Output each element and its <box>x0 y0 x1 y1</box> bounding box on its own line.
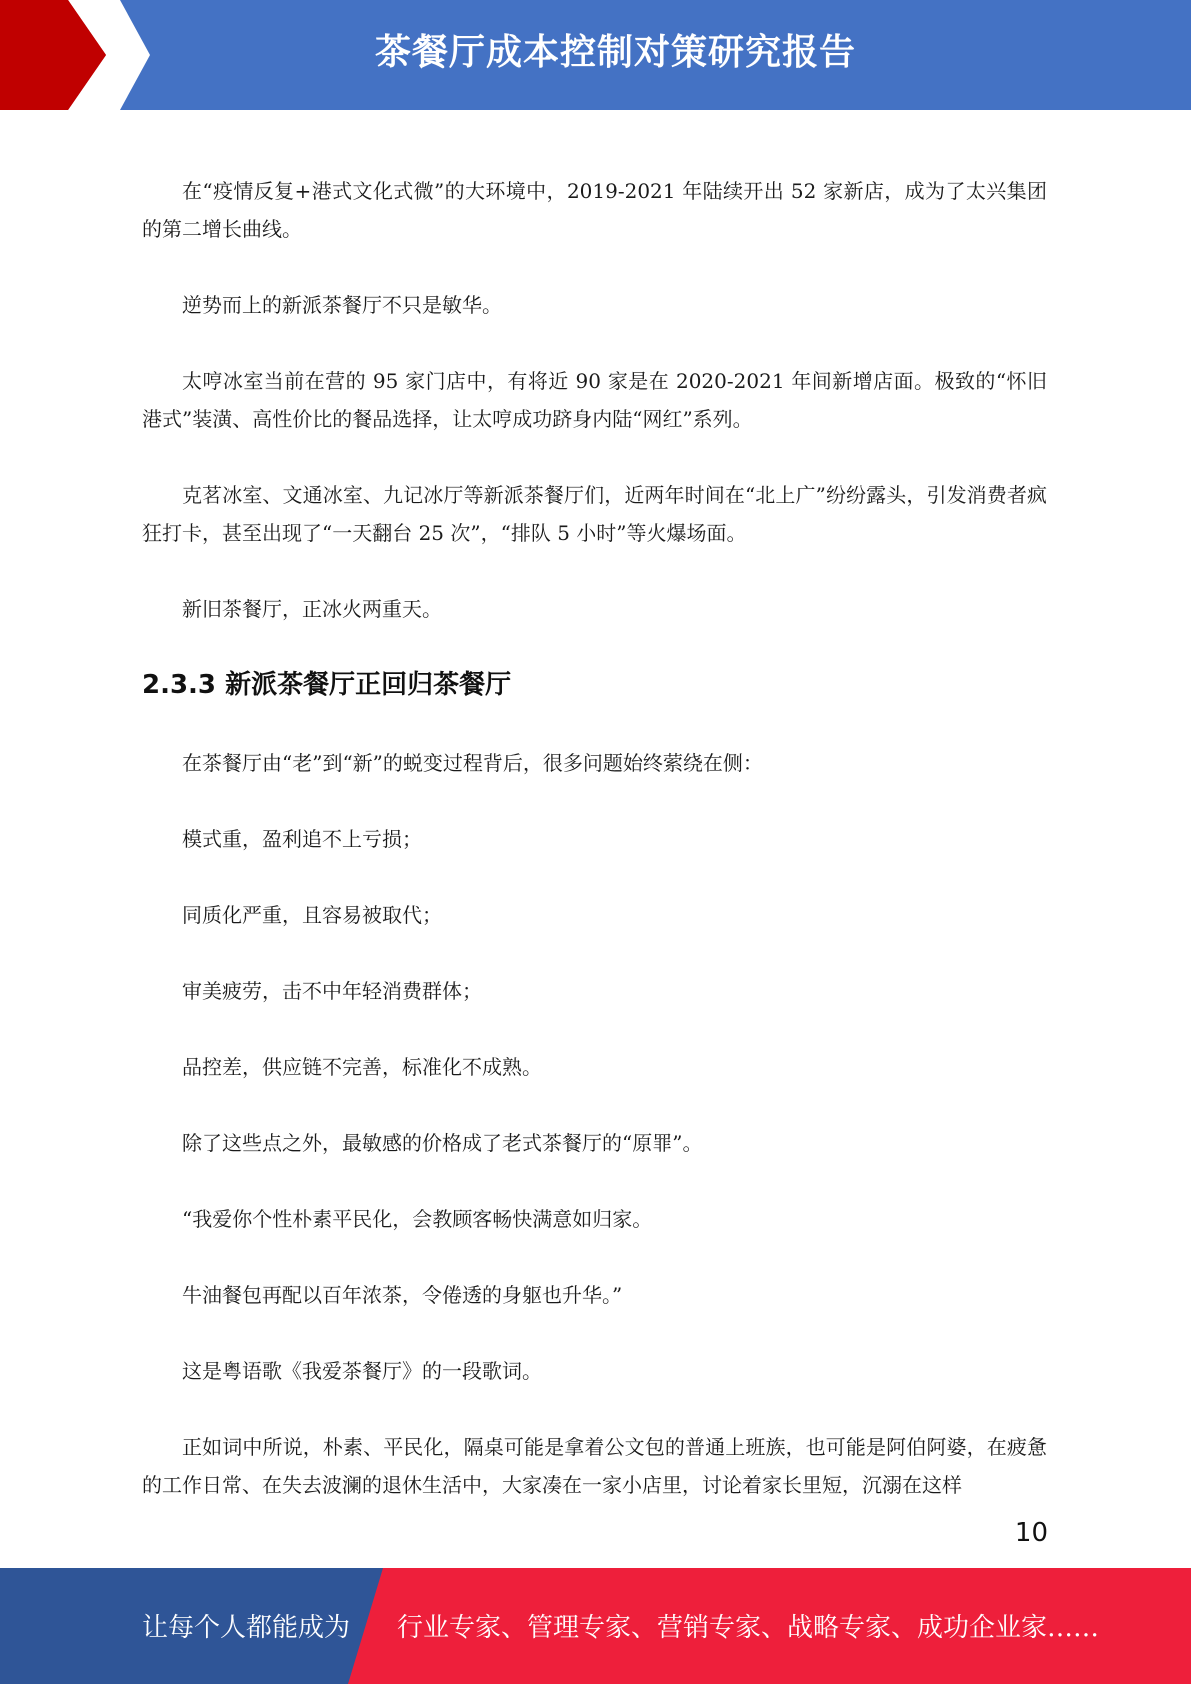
lyric-line: 牛油餐包再配以百年浓茶，令倦透的身躯也升华。” <box>182 1283 623 1307</box>
footer-banner <box>0 1568 1191 1684</box>
footer-slogan-right: 行业专家、管理专家、营销专家、战略专家、成功企业家…… <box>397 1613 1100 1643</box>
list-item: 审美疲劳，击不中年轻消费群体； <box>182 979 482 1003</box>
paragraph: 太哼冰室当前在营的 95 家门店中，有将近 90 家是在 2020-2021 年间新增店面。极致的“怀旧港式”装潢、高性价比的餐品选择，让太哼成功跻身内陆“网红”系列。 <box>142 369 1047 431</box>
page-content <box>142 172 1047 1542</box>
page-number: 10 <box>1014 1518 1048 1548</box>
list-item: 模式重，盈利追不上亏损； <box>182 827 422 851</box>
header-arrow-decoration <box>0 0 160 110</box>
paragraph: 在茶餐厅由“老”到“新”的蜕变过程背后，很多问题始终萦绕在侧： <box>182 751 763 775</box>
lyric-line: “我爱你个性朴素平民化，会教顾客畅快满意如归家。 <box>182 1207 653 1231</box>
paragraph: 克茗冰室、文通冰室、九记冰厅等新派茶餐厅们，近两年时间在“北上广”纷纷露头，引发消费者疯狂打卡，甚至出现了“一天翻台 25 次”，“排队 5 小时”等火爆场面。 <box>142 483 1047 545</box>
paragraph: 正如词中所说，朴素、平民化，隔桌可能是拿着公文包的普通上班族，也可能是阿伯阿婆，在疲惫的工作日常、在失去波澜的退休生活中，大家凑在一家小店里，讨论着家长里短，沉溺在这样 <box>142 1435 1047 1497</box>
footer-slogan-left: 让每个人都能成为 <box>142 1613 351 1643</box>
paragraph: 在“疫情反复+港式文化式微”的大环境中，2019-2021 年陆续开出 52 家新店，成为了太兴集团的第二增长曲线。 <box>142 179 1047 241</box>
header-banner <box>0 0 1191 110</box>
paragraph: 新旧茶餐厅，正冰火两重天。 <box>182 597 442 621</box>
document-title: 茶餐厅成本控制对策研究报告 <box>374 32 856 73</box>
section-heading: 2.3.3 新派茶餐厅正回归茶餐厅 <box>142 670 512 700</box>
list-item: 品控差，供应链不完善，标准化不成熟。 <box>182 1055 542 1079</box>
paragraph: 除了这些点之外，最敏感的价格成了老式茶餐厅的“原罪”。 <box>182 1131 703 1155</box>
paragraph: 这是粤语歌《我爱茶餐厅》的一段歌词。 <box>182 1359 542 1383</box>
list-item: 同质化严重，且容易被取代； <box>182 903 442 927</box>
paragraph: 逆势而上的新派茶餐厅不只是敏华。 <box>182 293 502 317</box>
